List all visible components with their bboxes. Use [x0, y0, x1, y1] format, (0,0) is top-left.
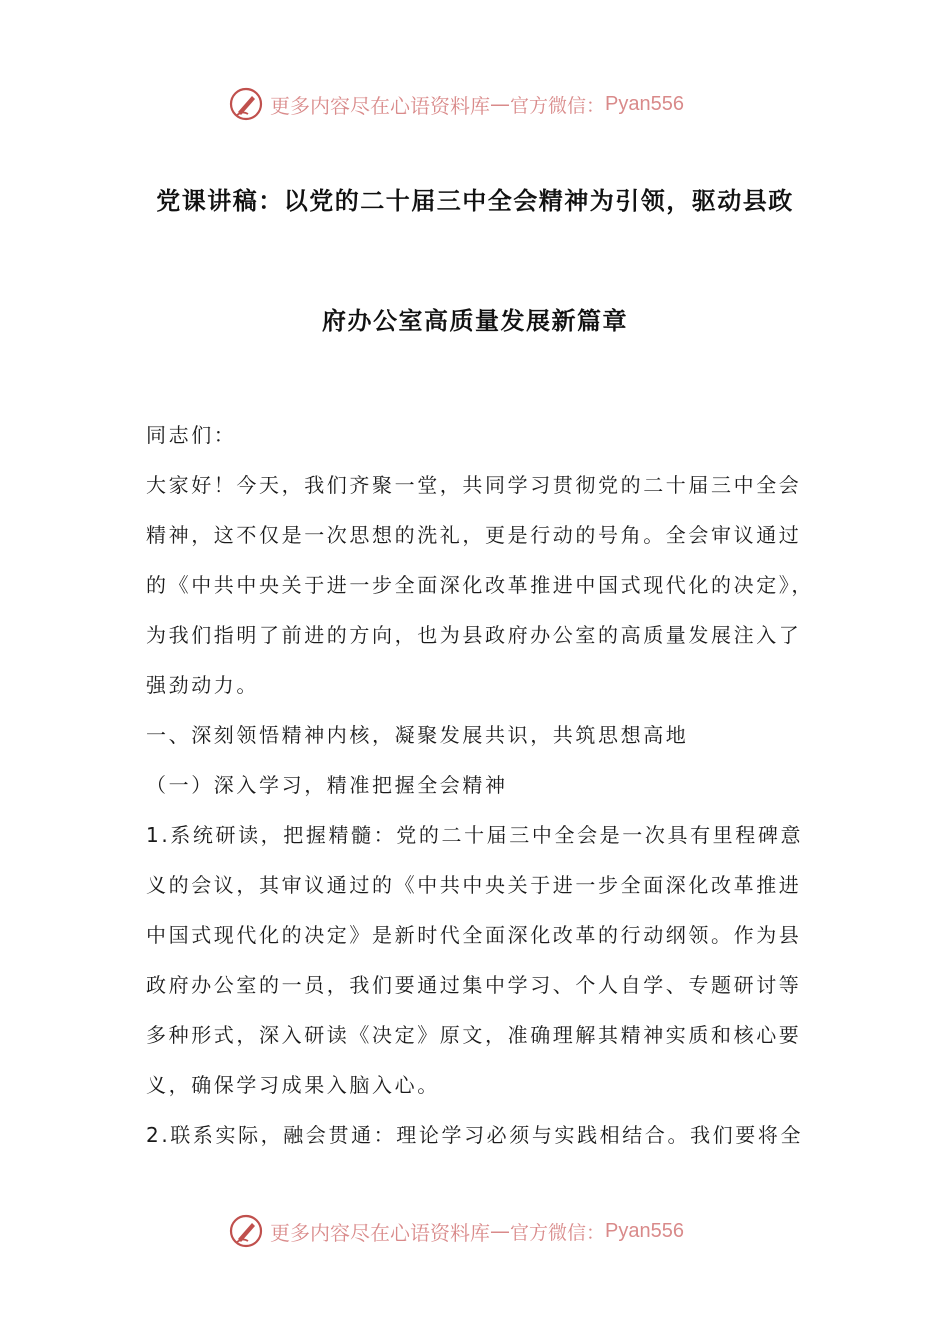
document-body	[146, 410, 826, 1160]
footer-watermark	[228, 1211, 748, 1251]
salutation: 同志们：	[146, 423, 237, 447]
header-watermark	[228, 84, 748, 124]
pen-logo-icon	[228, 1213, 264, 1249]
section-heading: 一、深刻领悟精神内核，凝聚发展共识，共筑思想高地	[146, 723, 689, 747]
subsection-heading: （一）深入学习，精准把握全会精神	[146, 773, 508, 797]
watermark-main-text: 更多内容尽在心语资料库	[270, 1220, 490, 1245]
paragraph-line: 2.联系实际，融会贯通：理论学习必须与实践相结合。我们要将全	[146, 1123, 804, 1147]
paragraph-line: 为我们指明了前进的方向，也为县政府办公室的高质量发展注入了	[146, 623, 802, 647]
paragraph-line: 1.系统研读，把握精髓：党的二十届三中全会是一次具有里程碑意	[146, 823, 804, 847]
paragraph-line: 大家好！今天，我们齐聚一堂，共同学习贯彻党的二十届三中全会	[146, 473, 802, 497]
watermark-main-text: 更多内容尽在心语资料库	[270, 93, 490, 118]
paragraph-line: 多种形式，深入研读《决定》原文，准确理解其精神实质和核心要	[146, 1023, 802, 1047]
watermark-wechat-id: Pyan556	[605, 92, 684, 115]
paragraph-line: 义，确保学习成果入脑入心。	[146, 1073, 440, 1097]
document-title-line-1: 党课讲稿：以党的二十届三中全会精神为引领，驱动县政	[156, 187, 794, 215]
document-title-line-2: 府办公室高质量发展新篇章	[322, 307, 628, 335]
pen-logo-icon	[228, 86, 264, 122]
watermark-official-label: 官方微信：	[510, 1221, 606, 1244]
paragraph-line: 中国式现代化的决定》是新时代全面深化改革的行动纲领。作为县	[146, 923, 802, 947]
paragraph-line: 强劲动力。	[146, 673, 259, 697]
paragraph-line: 的《中共中央关于进一步全面深化改革推进中国式现代化的决定》，	[146, 573, 814, 597]
paragraph-line: 义的会议，其审议通过的《中共中央关于进一步全面深化改革推进	[146, 873, 802, 897]
watermark-official-label: 官方微信：	[510, 94, 606, 117]
watermark-dash: —	[490, 1219, 510, 1243]
watermark-dash: —	[490, 92, 510, 116]
watermark-wechat-id: Pyan556	[605, 1219, 684, 1242]
paragraph-line: 精神，这不仅是一次思想的洗礼，更是行动的号角。全会审议通过	[146, 523, 802, 547]
paragraph-line: 政府办公室的一员，我们要通过集中学习、个人自学、专题研讨等	[146, 973, 802, 997]
